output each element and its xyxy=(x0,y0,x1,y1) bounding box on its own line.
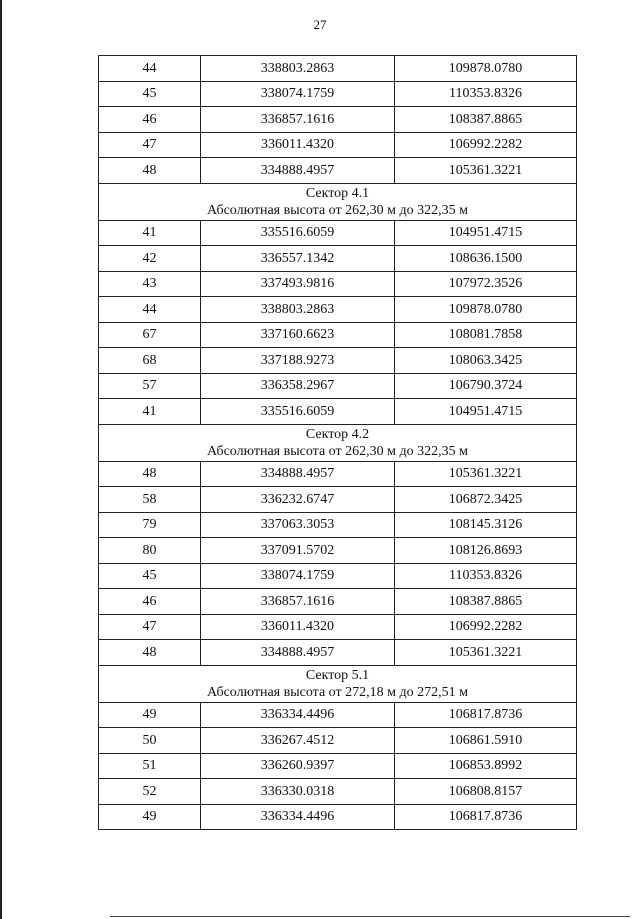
section-header xyxy=(99,183,577,220)
point-number-cell: 49 xyxy=(99,804,201,830)
y-coordinate-cell: 106853.8992 xyxy=(395,753,577,779)
section-title: Сектор 4.1 xyxy=(305,185,370,201)
x-coordinate-cell: 334888.4957 xyxy=(201,461,395,487)
x-coordinate-cell: 336358.2967 xyxy=(201,373,395,399)
coordinates-table-body xyxy=(99,56,577,830)
point-number-cell: 57 xyxy=(99,373,201,399)
point-number-cell: 51 xyxy=(99,753,201,779)
section-header xyxy=(99,424,577,461)
table-row xyxy=(99,348,577,374)
y-coordinate-cell: 106808.8157 xyxy=(395,779,577,805)
x-coordinate-cell: 336857.1616 xyxy=(201,589,395,615)
y-coordinate-cell: 108387.8865 xyxy=(395,107,577,133)
table-row xyxy=(99,728,577,754)
table-row xyxy=(99,640,577,666)
section-title: Сектор 5.1 xyxy=(305,667,370,683)
table-row xyxy=(99,246,577,272)
point-number-cell: 79 xyxy=(99,512,201,538)
y-coordinate-cell: 106817.8736 xyxy=(395,804,577,830)
x-coordinate-cell: 336857.1616 xyxy=(201,107,395,133)
table-row xyxy=(99,563,577,589)
point-number-cell: 44 xyxy=(99,297,201,323)
y-coordinate-cell: 106992.2282 xyxy=(395,614,577,640)
page-number: 27 xyxy=(313,17,327,32)
point-number-cell: 48 xyxy=(99,640,201,666)
table-row xyxy=(99,461,577,487)
point-number-cell: 47 xyxy=(99,132,201,158)
point-number-cell: 46 xyxy=(99,107,201,133)
x-coordinate-cell: 334888.4957 xyxy=(201,158,395,184)
x-coordinate-cell: 337493.9816 xyxy=(201,271,395,297)
x-coordinate-cell: 336557.1342 xyxy=(201,246,395,272)
x-coordinate-cell: 337160.6623 xyxy=(201,322,395,348)
table-row xyxy=(99,158,577,184)
y-coordinate-cell: 106872.3425 xyxy=(395,487,577,513)
table-row xyxy=(99,487,577,513)
point-number-cell: 46 xyxy=(99,589,201,615)
point-number-cell: 68 xyxy=(99,348,201,374)
section-altitude: Абсолютная высота от 272,18 м до 272,51 м xyxy=(207,684,468,700)
x-coordinate-cell: 336330.0318 xyxy=(201,779,395,805)
x-coordinate-cell: 338803.2863 xyxy=(201,56,395,82)
point-number-cell: 58 xyxy=(99,487,201,513)
y-coordinate-cell: 106992.2282 xyxy=(395,132,577,158)
section-header-row xyxy=(99,665,577,702)
point-number-cell: 67 xyxy=(99,322,201,348)
table-row xyxy=(99,322,577,348)
y-coordinate-cell: 106790.3724 xyxy=(395,373,577,399)
y-coordinate-cell: 106817.8736 xyxy=(395,702,577,728)
point-number-cell: 45 xyxy=(99,563,201,589)
table-row xyxy=(99,614,577,640)
table-row xyxy=(99,220,577,246)
point-number-cell: 52 xyxy=(99,779,201,805)
x-coordinate-cell: 336334.4496 xyxy=(201,702,395,728)
y-coordinate-cell: 110353.8326 xyxy=(395,81,577,107)
table-row xyxy=(99,399,577,425)
x-coordinate-cell: 335516.6059 xyxy=(201,399,395,425)
point-number-cell: 41 xyxy=(99,220,201,246)
coordinates-table xyxy=(98,55,577,830)
table-row xyxy=(99,107,577,133)
y-coordinate-cell: 105361.3221 xyxy=(395,461,577,487)
table-row xyxy=(99,779,577,805)
table-row xyxy=(99,271,577,297)
section-altitude: Абсолютная высота от 262,30 м до 322,35 м xyxy=(207,443,468,459)
y-coordinate-cell: 110353.8326 xyxy=(395,563,577,589)
x-coordinate-cell: 337188.9273 xyxy=(201,348,395,374)
x-coordinate-cell: 336267.4512 xyxy=(201,728,395,754)
scan-left-edge xyxy=(0,0,2,919)
y-coordinate-cell: 108145.3126 xyxy=(395,512,577,538)
y-coordinate-cell: 108081.7858 xyxy=(395,322,577,348)
table-row xyxy=(99,804,577,830)
table-row xyxy=(99,132,577,158)
x-coordinate-cell: 337091.5702 xyxy=(201,538,395,564)
y-coordinate-cell: 108126.8693 xyxy=(395,538,577,564)
section-altitude: Абсолютная высота от 262,30 м до 322,35 м xyxy=(207,202,468,218)
point-number-cell: 50 xyxy=(99,728,201,754)
table-row xyxy=(99,538,577,564)
x-coordinate-cell: 335516.6059 xyxy=(201,220,395,246)
y-coordinate-cell: 106861.5910 xyxy=(395,728,577,754)
point-number-cell: 42 xyxy=(99,246,201,272)
table-row xyxy=(99,589,577,615)
x-coordinate-cell: 336232.6747 xyxy=(201,487,395,513)
x-coordinate-cell: 338803.2863 xyxy=(201,297,395,323)
table-row xyxy=(99,512,577,538)
table-row xyxy=(99,81,577,107)
point-number-cell: 43 xyxy=(99,271,201,297)
point-number-cell: 45 xyxy=(99,81,201,107)
y-coordinate-cell: 105361.3221 xyxy=(395,158,577,184)
x-coordinate-cell: 337063.3053 xyxy=(201,512,395,538)
x-coordinate-cell: 336334.4496 xyxy=(201,804,395,830)
x-coordinate-cell: 336011.4320 xyxy=(201,614,395,640)
table-row xyxy=(99,373,577,399)
table-row xyxy=(99,702,577,728)
y-coordinate-cell: 108063.3425 xyxy=(395,348,577,374)
section-header-row xyxy=(99,183,577,220)
y-coordinate-cell: 107972.3526 xyxy=(395,271,577,297)
point-number-cell: 49 xyxy=(99,702,201,728)
y-coordinate-cell: 108636.1500 xyxy=(395,246,577,272)
point-number-cell: 48 xyxy=(99,461,201,487)
section-header-row xyxy=(99,424,577,461)
x-coordinate-cell: 336260.9397 xyxy=(201,753,395,779)
table-row xyxy=(99,753,577,779)
x-coordinate-cell: 338074.1759 xyxy=(201,563,395,589)
y-coordinate-cell: 105361.3221 xyxy=(395,640,577,666)
y-coordinate-cell: 104951.4715 xyxy=(395,399,577,425)
y-coordinate-cell: 108387.8865 xyxy=(395,589,577,615)
y-coordinate-cell: 109878.0780 xyxy=(395,56,577,82)
section-title: Сектор 4.2 xyxy=(305,426,370,442)
point-number-cell: 47 xyxy=(99,614,201,640)
x-coordinate-cell: 334888.4957 xyxy=(201,640,395,666)
section-header xyxy=(99,665,577,702)
y-coordinate-cell: 109878.0780 xyxy=(395,297,577,323)
table-row xyxy=(99,56,577,82)
table-row xyxy=(99,297,577,323)
point-number-cell: 48 xyxy=(99,158,201,184)
y-coordinate-cell: 104951.4715 xyxy=(395,220,577,246)
point-number-cell: 80 xyxy=(99,538,201,564)
x-coordinate-cell: 338074.1759 xyxy=(201,81,395,107)
x-coordinate-cell: 336011.4320 xyxy=(201,132,395,158)
point-number-cell: 41 xyxy=(99,399,201,425)
scan-bottom-edge xyxy=(110,916,630,917)
point-number-cell: 44 xyxy=(99,56,201,82)
